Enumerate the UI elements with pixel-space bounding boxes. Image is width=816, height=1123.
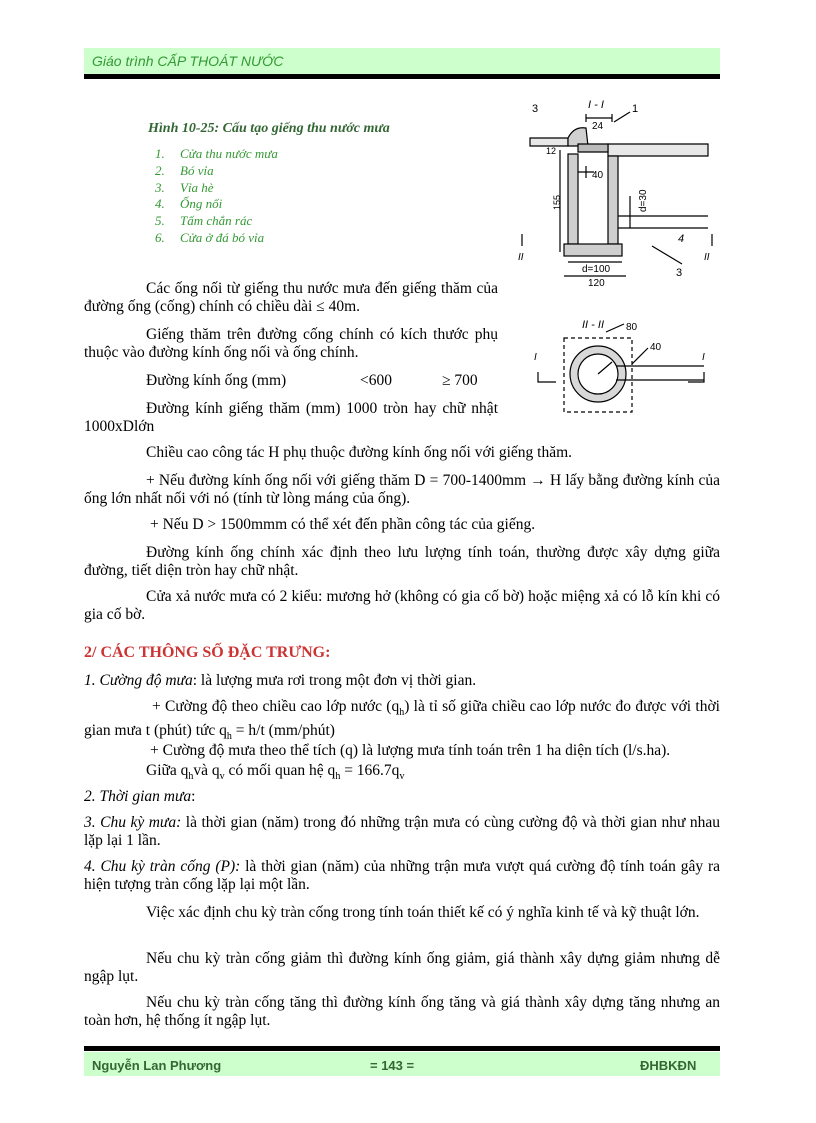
legend-item: 5. Tấm chắn rác: [155, 213, 253, 229]
dim-24: 24: [592, 121, 604, 132]
legend-item: 3. Vỉa hè: [155, 179, 214, 195]
dim-d100: d=100: [582, 264, 611, 275]
dim-40: 40: [592, 170, 604, 181]
legend-item: 2. Bó vỉa: [155, 162, 214, 178]
dim-12: 12: [546, 146, 557, 156]
paragraph: Đường kính giếng thăm (mm) 1000 tròn hay chữ nhật 1000xDlớn: [84, 400, 498, 435]
item-1c: Giữa $q_hvà$ $q_v$ có mối quan hệ $q_h = 166.7q_v$: [146, 762, 405, 783]
item-4: 4. Chu kỳ tràn cống (P): là thời gian (năm) của những trận mưa vượt quá cường độ tính toán gây ra hiện tượng tràn cống lặp lại một lần.: [84, 858, 720, 893]
item-1: 1. Cường độ mưa: là lượng mưa rơi trong một đơn vị thời gian.: [84, 672, 477, 689]
paragraph: Cửa xả nước mưa có 2 kiểu: mương hở (không có gia cố bờ) hoặc miệng xả có lỗ kín khi có gia cố bờ.: [84, 588, 720, 623]
figure-legend: [155, 146, 278, 247]
dim-155: 155: [552, 194, 562, 210]
legend-item: 4. Ống nối: [155, 196, 223, 212]
row-value-1: <600: [360, 372, 392, 389]
label-ii-left: II: [518, 252, 524, 263]
header-rule: [84, 74, 720, 79]
section-1-drawing: [512, 96, 722, 292]
item-2: 2. Thời gian mưa:: [84, 788, 196, 805]
label-4: 4: [678, 233, 685, 245]
footer-author: Nguyễn Lan Phương: [92, 1058, 222, 1073]
paragraph: Chiều cao công tác H phụ thuộc đường kính ống nối với giếng thăm.: [146, 444, 573, 461]
paragraph: + Nếu D > 1500mmm có thể xét đến phần công tác của giếng.: [150, 516, 536, 533]
paragraph: Đường kính ống chính xác định theo lưu lượng tính toán, thường được xây dựng giữa đường, tiết diện tròn hay chữ nhật.: [84, 544, 720, 579]
footer-page-number: = 143 =: [370, 1058, 415, 1073]
row-label: Đường kính ống (mm): [146, 372, 287, 389]
dim-120: 120: [588, 278, 605, 289]
paragraph: Nếu chu kỳ tràn cống tăng thì đường kính ống tăng và giá thành xây dựng tăng nhưng an toàn hơn, hệ thống ít ngập lụt.: [84, 994, 720, 1029]
label-section-i: I - I: [588, 99, 604, 111]
figure-caption: Hình 10-25: Cấu tạo giếng thu nước mưa: [148, 121, 390, 136]
paragraph: + Nếu đường kính ống nối với giếng thăm D = 700-1400mm → H lấy bằng đường kính của ống lớn nhất nối với nó (tính từ lòng máng của ống).: [84, 472, 720, 507]
label-3b: 3: [676, 267, 683, 279]
paragraph: Các ống nối từ giếng thu nước mưa đến giếng thăm của đường ống (cống) chính có chiều dài ≤ 40m.: [84, 280, 498, 315]
label-i-left: I: [534, 352, 537, 363]
diameter-row: [146, 372, 496, 390]
section-2-drawing: [528, 318, 720, 418]
dim-d30: d=30: [638, 189, 649, 212]
paragraph: Nếu chu kỳ tràn cống giảm thì đường kính ống giảm, giá thành xây dựng giảm nhưng dễ ngập lụt.: [84, 950, 720, 985]
label-section-ii: II - II: [582, 319, 604, 331]
dim-40b: 40: [650, 342, 662, 353]
label-3: 3: [532, 103, 539, 115]
legend-item: 1. Cửa thu nước mưa: [155, 146, 278, 161]
section-title: 2/ CÁC THÔNG SỐ ĐẶC TRƯNG:: [84, 644, 331, 661]
label-1: 1: [632, 103, 639, 115]
paragraph: Việc xác định chu kỳ tràn cống trong tính toán thiết kế có ý nghĩa kinh tế và kỹ thuật lớn.: [146, 904, 700, 921]
row-value-2: ≥ 700: [442, 372, 478, 389]
item-3: 3. Chu kỳ mưa: là thời gian (năm) trong đó những trận mưa có cùng cường độ và thời gian như nhau lặp lại 1 lần.: [84, 814, 720, 849]
footer-rule: [84, 1046, 720, 1051]
paragraph: Giếng thăm trên đường cống chính có kích thước phụ thuộc vào đường kính ống nối và ống chính.: [84, 326, 498, 361]
label-ii-right: II: [704, 252, 710, 263]
label-i-right: I: [702, 352, 705, 363]
item-1b: + Cường độ mưa theo thể tích (q) là lượng mưa tính toán trên 1 ha diện tích (l/s.ha).: [150, 742, 671, 759]
legend-item: 6. Cửa ở đá bó vỉa: [155, 229, 265, 245]
footer-org: ĐHBKĐN: [640, 1058, 697, 1073]
item-1a: + Cường độ theo chiều cao lớp nước $(q_h)$ là tỉ số giữa chiều cao lớp nước đo được với thời gian mưa t (phút) tức $q_h = h/t$ (mm/phút): [84, 698, 720, 743]
header-title: Giáo trình CẤP THOÁT NƯỚC: [92, 53, 284, 69]
dim-80: 80: [626, 322, 638, 333]
